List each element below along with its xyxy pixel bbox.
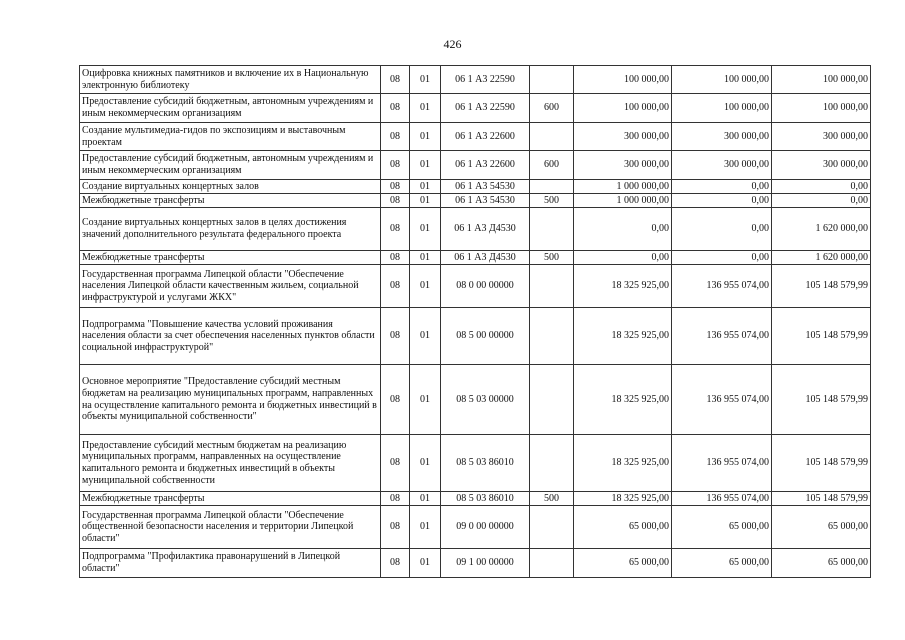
target-article-code: 08 0 00 00000 — [441, 265, 530, 308]
amount-year-1: 0,00 — [574, 208, 672, 251]
amount-year-2: 300 000,00 — [672, 151, 772, 180]
target-article-code: 06 1 А3 54530 — [441, 180, 530, 194]
amount-year-1: 1 000 000,00 — [574, 194, 672, 208]
section-code: 08 — [381, 492, 410, 506]
amount-year-3: 100 000,00 — [772, 66, 871, 94]
section-code: 08 — [381, 123, 410, 151]
table-row — [80, 123, 871, 151]
row-name: Создание виртуальных концертных залов — [80, 180, 381, 194]
expense-type-code — [530, 308, 574, 365]
subsection-code: 01 — [410, 251, 441, 265]
row-name: Предоставление субсидий местным бюджетам на реализацию муниципальных программ, направленных на осуществление капитального ремонта и бюджетных инвестиций в объекты муниципальной собственности — [80, 435, 381, 492]
subsection-code: 01 — [410, 208, 441, 251]
target-article-code: 06 1 А3 54530 — [441, 194, 530, 208]
target-article-code: 06 1 А3 22590 — [441, 66, 530, 94]
target-article-code: 08 5 00 00000 — [441, 308, 530, 365]
subsection-code: 01 — [410, 151, 441, 180]
table-row — [80, 265, 871, 308]
table-row — [80, 506, 871, 549]
amount-year-1: 0,00 — [574, 251, 672, 265]
row-name: Создание виртуальных концертных залов в целях достижения значений дополнительного результата федерального проекта — [80, 208, 381, 251]
amount-year-1: 300 000,00 — [574, 123, 672, 151]
target-article-code: 06 1 А3 22600 — [441, 151, 530, 180]
row-name: Межбюджетные трансферты — [80, 251, 381, 265]
expense-type-code — [530, 435, 574, 492]
table-row — [80, 549, 871, 578]
amount-year-2: 136 955 074,00 — [672, 308, 772, 365]
amount-year-1: 100 000,00 — [574, 94, 672, 123]
amount-year-1: 18 325 925,00 — [574, 265, 672, 308]
expense-type-code: 500 — [530, 251, 574, 265]
section-code: 08 — [381, 506, 410, 549]
subsection-code: 01 — [410, 94, 441, 123]
table-row — [80, 94, 871, 123]
subsection-code: 01 — [410, 180, 441, 194]
subsection-code: 01 — [410, 435, 441, 492]
subsection-code: 01 — [410, 549, 441, 578]
amount-year-3: 1 620 000,00 — [772, 251, 871, 265]
section-code: 08 — [381, 180, 410, 194]
row-name: Основное мероприятие "Предоставление субсидий местным бюджетам на реализацию муниципальных программ, направленных на осуществление капитального ремонта и бюджетных инвестиций в объекты муниципальной собственности" — [80, 365, 381, 435]
amount-year-2: 65 000,00 — [672, 506, 772, 549]
amount-year-1: 1 000 000,00 — [574, 180, 672, 194]
amount-year-2: 136 955 074,00 — [672, 435, 772, 492]
amount-year-2: 0,00 — [672, 251, 772, 265]
table-row — [80, 180, 871, 194]
row-name: Подпрограмма "Повышение качества условий проживания населения области за счет обеспечения населенных пунктов области социальной инфраструктурой" — [80, 308, 381, 365]
table-row — [80, 208, 871, 251]
amount-year-2: 0,00 — [672, 180, 772, 194]
budget-table — [79, 65, 871, 578]
expense-type-code — [530, 506, 574, 549]
amount-year-1: 300 000,00 — [574, 151, 672, 180]
amount-year-3: 1 620 000,00 — [772, 208, 871, 251]
table-row — [80, 492, 871, 506]
amount-year-2: 0,00 — [672, 194, 772, 208]
amount-year-3: 65 000,00 — [772, 506, 871, 549]
amount-year-3: 0,00 — [772, 194, 871, 208]
section-code: 08 — [381, 251, 410, 265]
amount-year-1: 65 000,00 — [574, 549, 672, 578]
row-name: Предоставление субсидий бюджетным, автономным учреждениям и иным некоммерческим организациям — [80, 151, 381, 180]
amount-year-2: 300 000,00 — [672, 123, 772, 151]
amount-year-2: 0,00 — [672, 208, 772, 251]
subsection-code: 01 — [410, 265, 441, 308]
section-code: 08 — [381, 151, 410, 180]
expense-type-code: 600 — [530, 94, 574, 123]
amount-year-1: 65 000,00 — [574, 506, 672, 549]
amount-year-1: 18 325 925,00 — [574, 435, 672, 492]
amount-year-3: 65 000,00 — [772, 549, 871, 578]
amount-year-2: 136 955 074,00 — [672, 492, 772, 506]
amount-year-3: 0,00 — [772, 180, 871, 194]
amount-year-3: 300 000,00 — [772, 123, 871, 151]
target-article-code: 06 1 А3 22590 — [441, 94, 530, 123]
section-code: 08 — [381, 208, 410, 251]
expense-type-code — [530, 265, 574, 308]
target-article-code: 06 1 А3 22600 — [441, 123, 530, 151]
expense-type-code — [530, 66, 574, 94]
expense-type-code — [530, 365, 574, 435]
amount-year-1: 18 325 925,00 — [574, 308, 672, 365]
subsection-code: 01 — [410, 365, 441, 435]
subsection-code: 01 — [410, 492, 441, 506]
amount-year-1: 100 000,00 — [574, 66, 672, 94]
target-article-code: 08 5 03 86010 — [441, 435, 530, 492]
table-row — [80, 251, 871, 265]
section-code: 08 — [381, 435, 410, 492]
target-article-code: 08 5 03 00000 — [441, 365, 530, 435]
section-code: 08 — [381, 194, 410, 208]
section-code: 08 — [381, 66, 410, 94]
subsection-code: 01 — [410, 308, 441, 365]
target-article-code: 08 5 03 86010 — [441, 492, 530, 506]
amount-year-3: 105 148 579,99 — [772, 265, 871, 308]
row-name: Предоставление субсидий бюджетным, автономным учреждениям и иным некоммерческим организациям — [80, 94, 381, 123]
amount-year-3: 105 148 579,99 — [772, 435, 871, 492]
amount-year-2: 136 955 074,00 — [672, 365, 772, 435]
amount-year-1: 18 325 925,00 — [574, 365, 672, 435]
target-article-code: 09 1 00 00000 — [441, 549, 530, 578]
row-name: Государственная программа Липецкой области "Обеспечение общественной безопасности населения и территории Липецкой области" — [80, 506, 381, 549]
amount-year-3: 105 148 579,99 — [772, 308, 871, 365]
section-code: 08 — [381, 365, 410, 435]
table-row — [80, 365, 871, 435]
expense-type-code — [530, 208, 574, 251]
table-row — [80, 435, 871, 492]
subsection-code: 01 — [410, 123, 441, 151]
amount-year-2: 100 000,00 — [672, 94, 772, 123]
subsection-code: 01 — [410, 66, 441, 94]
amount-year-1: 18 325 925,00 — [574, 492, 672, 506]
row-name: Создание мультимедиа-гидов по экспозициям и выставочным проектам — [80, 123, 381, 151]
table-row — [80, 66, 871, 94]
expense-type-code: 500 — [530, 194, 574, 208]
section-code: 08 — [381, 265, 410, 308]
amount-year-3: 105 148 579,99 — [772, 365, 871, 435]
row-name: Межбюджетные трансферты — [80, 194, 381, 208]
amount-year-3: 100 000,00 — [772, 94, 871, 123]
expense-type-code — [530, 180, 574, 194]
target-article-code: 06 1 А3 Д4530 — [441, 208, 530, 251]
row-name: Оцифровка книжных памятников и включение их в Национальную электронную библиотеку — [80, 66, 381, 94]
amount-year-2: 100 000,00 — [672, 66, 772, 94]
subsection-code: 01 — [410, 194, 441, 208]
row-name: Государственная программа Липецкой области "Обеспечение населения Липецкой области качественным жильем, социальной инфраструктурой и услугами ЖКХ" — [80, 265, 381, 308]
target-article-code: 09 0 00 00000 — [441, 506, 530, 549]
page-number: 426 — [443, 37, 462, 51]
section-code: 08 — [381, 94, 410, 123]
amount-year-3: 105 148 579,99 — [772, 492, 871, 506]
expense-type-code — [530, 123, 574, 151]
section-code: 08 — [381, 549, 410, 578]
section-code: 08 — [381, 308, 410, 365]
table-row — [80, 308, 871, 365]
expense-type-code: 500 — [530, 492, 574, 506]
amount-year-3: 300 000,00 — [772, 151, 871, 180]
row-name: Подпрограмма "Профилактика правонарушений в Липецкой области" — [80, 549, 381, 578]
table-row — [80, 151, 871, 180]
expense-type-code — [530, 549, 574, 578]
row-name: Межбюджетные трансферты — [80, 492, 381, 506]
amount-year-2: 136 955 074,00 — [672, 265, 772, 308]
amount-year-2: 65 000,00 — [672, 549, 772, 578]
subsection-code: 01 — [410, 506, 441, 549]
target-article-code: 06 1 А3 Д4530 — [441, 251, 530, 265]
expense-type-code: 600 — [530, 151, 574, 180]
table-row — [80, 194, 871, 208]
